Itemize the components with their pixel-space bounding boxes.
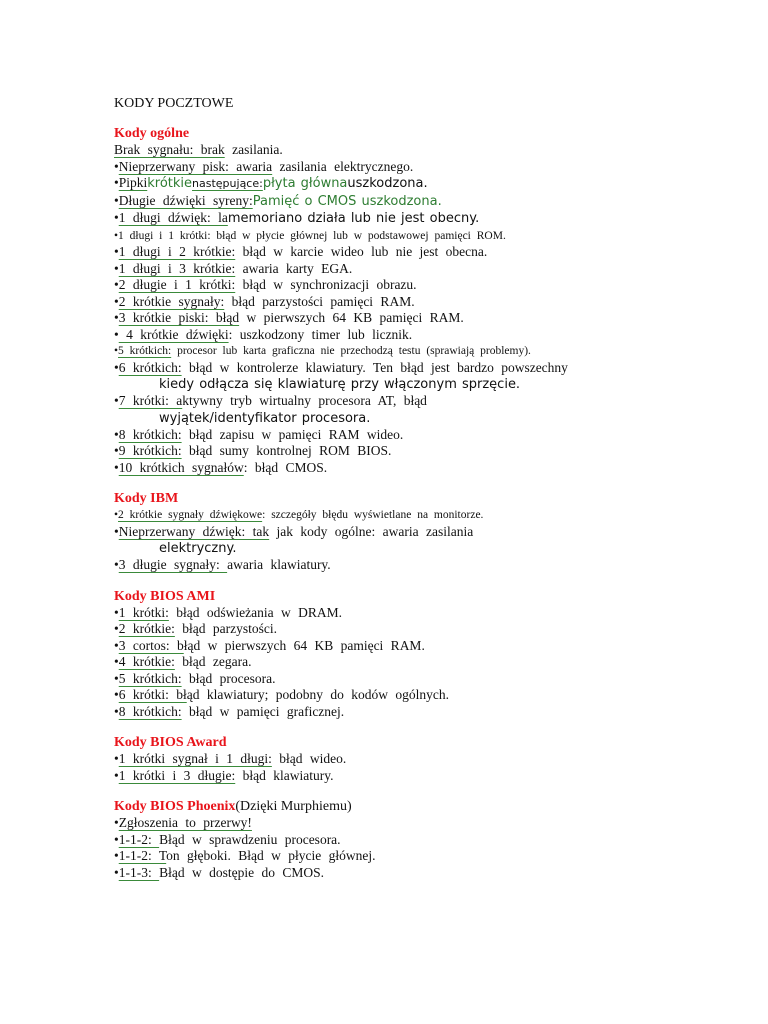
list-item: •1-1-2: Ton głęboki. Błąd w płycie głównej. (114, 848, 376, 863)
list-item: •4 krótkie: błąd zegara. (114, 654, 252, 669)
list-item: Brak sygnału: brak zasilania. (114, 142, 283, 157)
list-item: •3 krótkie piski: błąd w pierwszych 64 KB pamięci RAM. (114, 310, 464, 325)
section-ibm (114, 490, 744, 574)
list-item: •2 długie i 1 krótki: błąd w synchronizacji obrazu. (114, 277, 417, 292)
list-item: •6 krótkich: błąd w kontrolerze klawiatury. Ten błąd jest bardzo powszechny kiedy odłącza się klawiaturę przy włączonym sprzęcie. (114, 359, 568, 392)
list-item: •1-1-2: Błąd w sprawdzeniu procesora. (114, 831, 341, 847)
section-general (114, 125, 744, 476)
list-item: •9 krótkich: błąd sumy kontrolnej ROM BIOS. (114, 443, 392, 458)
list-item: •1 długi i 1 krótki: błąd w płycie głównej lub w podstawowej pamięci ROM. (114, 229, 506, 242)
list-item: •2 krótkie sygnały: błąd parzystości pamięci RAM. (114, 293, 415, 309)
list-item: •8 krótkich: błąd zapisu w pamięci RAM wideo. (114, 426, 404, 442)
list-item: •7 krótki: aktywny tryb wirtualny procesora AT, błąd wyjątek/identyfikator procesora. (114, 393, 427, 426)
list-item: •1 krótki i 3 długie: błąd klawiatury. (114, 767, 334, 783)
list-item: •3 cortos: błąd w pierwszych 64 KB pamięci RAM. (114, 637, 425, 653)
document-body (114, 95, 744, 895)
section-heading: Kody IBM (114, 491, 179, 506)
list-item: •6 krótki: błąd klawiatury; podobny do kodów ogólnych. (114, 687, 449, 702)
section-ami (114, 588, 744, 721)
list-item: •Długie dźwięki syreny:Pamięć o CMOS uszkodzona. (114, 192, 442, 209)
list-item: •1 krótki: błąd odświeżania w DRAM. (114, 604, 342, 620)
list-item: •1 długi dźwięk: lamemoriano działa lub nie jest obecny. (114, 210, 480, 226)
list-item: •Nieprzerwany dźwięk: tak jak kody ogólne: awaria zasilania elektryczny. (114, 523, 474, 556)
list-item: •5 krótkich: procesor lub karta graficzna nie przechodzą testu (sprawiają problemy). (114, 345, 531, 357)
list-item: •2 krótkie sygnały dźwiękowe: szczegóły błędu wyświetlane na monitorze. (114, 509, 484, 521)
list-item: •8 krótkich: błąd w pamięci graficznej. (114, 703, 345, 719)
list-item: •2 krótkie: błąd parzystości. (114, 621, 277, 636)
list-item: •3 długie sygnały: awaria klawiatury. (114, 557, 331, 572)
list-item: •1-1-3: Błąd w dostępie do CMOS. (114, 864, 324, 880)
list-item: •Zgłoszenia to przerwy! (114, 815, 252, 830)
section-award (114, 734, 744, 784)
section-phoenix (114, 798, 744, 881)
section-heading: Kody BIOS Phoenix (114, 799, 236, 814)
list-item: •1 krótki sygnał i 1 długi: błąd wideo. (114, 751, 347, 766)
list-item: •10 krótkich sygnałów: błąd CMOS. (114, 459, 328, 475)
list-item: •5 krótkich: błąd procesora. (114, 670, 276, 686)
list-item: •1 długi i 3 krótkie: awaria karty EGA. (114, 260, 353, 276)
section-heading: Kody BIOS Award (114, 735, 227, 750)
section-heading-row (114, 798, 744, 815)
list-item: •1 długi i 2 krótkie: błąd w karcie wideo lub nie jest obecna. (114, 244, 488, 259)
page-title: KODY POCZTOWE (114, 96, 234, 111)
list-item: •Nieprzerwany pisk: awaria zasilania elektrycznego. (114, 158, 414, 174)
list-item: • 4 krótkie dźwięki: uszkodzony timer lub licznik. (114, 326, 413, 342)
section-heading: Kody BIOS AMI (114, 588, 216, 604)
list-item: •Pipkikrótkienastępujące:płyta głównauszkodzona. (114, 175, 428, 191)
section-heading: Kody ogólne (114, 126, 190, 141)
heading-suffix: (Dzięki Murphiemu) (235, 799, 352, 814)
